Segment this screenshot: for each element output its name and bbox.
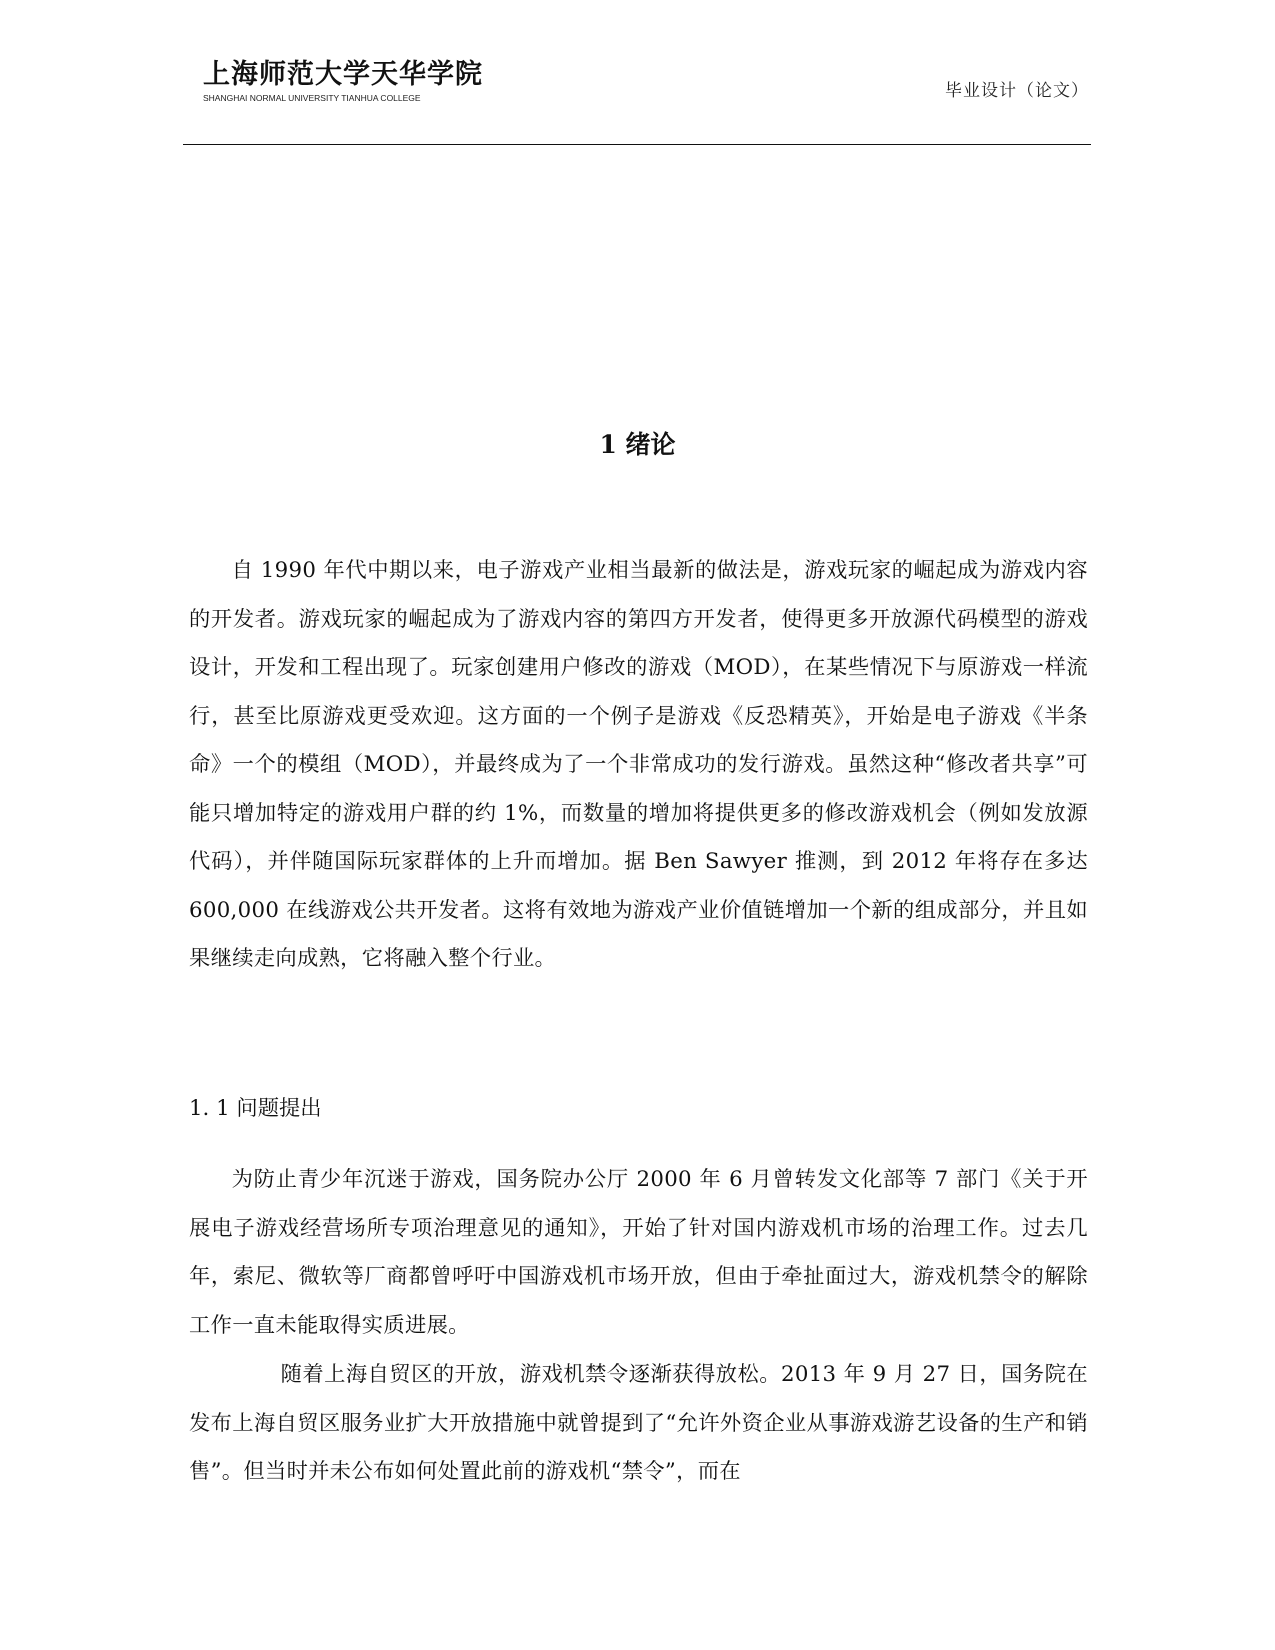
page-header <box>0 0 1275 145</box>
problem-paragraph <box>189 1156 1088 1350</box>
paragraph-text: 为防止青少年沉迷于游戏，国务院办公厅 2000 年 6 月曾转发文化部等 7 部门《关于开展电子游戏经营场所专项治理意见的通知》，开始了针对国内游戏机市场的治理工作。过去几年，索尼、微软等厂商都曾呼吁中国游戏机市场开放，但由于牵扯面过大，游戏机禁令的解除工作一直未能取得实质进展。 <box>189 1167 1088 1338</box>
logo-english-name: SHANGHAI NORMAL UNIVERSITY TIANHUA COLLEGE <box>203 93 421 103</box>
intro-paragraph <box>189 547 1088 984</box>
chapter-title: 1 绪论 <box>599 430 676 459</box>
paragraph-text: 随着上海自贸区的开放，游戏机禁令逐渐获得放松。2013 年 9 月 27 日，国务院在发布上海自贸区服务业扩大开放措施中就曾提到了“允许外资企业从事游戏游艺设备的生产和销售”。但当时并未公布如何处置此前的游戏机“禁令”，而在 <box>189 1362 1088 1484</box>
document-type-label: 毕业设计（论文） <box>945 81 1089 101</box>
section-heading: 1. 1 问题提出 <box>189 1096 322 1121</box>
header-divider <box>183 144 1091 145</box>
university-logo <box>203 59 483 104</box>
logo-chinese-name: 上海师范大学天华学院 <box>203 59 483 90</box>
paragraph-text: 自 1990 年代中期以来，电子游戏产业相当最新的做法是，游戏玩家的崛起成为游戏内容的开发者。游戏玩家的崛起成为了游戏内容的第四方开发者，使得更多开放源代码模型的游戏设计，开发和工程出现了。玩家创建用户修改的游戏（MOD），在某些情况下与原游戏一样流行，甚至比原游戏更受欢迎。这方面的一个例子是游戏《反恐精英》，开始是电子游戏《半条命》一个的模组（MOD），并最终成为了一个非常成功的发行游戏。虽然这种“修改者共享”可能只增加特定的游戏用户群的约 1%，而数量的增加将提供更多的修改游戏机会（例如发放源代码），并伴随国际玩家群体的上升而增加。据 Ben Sawyer 推测，到 2012 年将存在多达 600,000 在线游戏公共开发者。这将有效地为游戏产业价值链增加一个新的组成部分，并且如果继续走向成熟，它将融入整个行业。 <box>189 558 1088 971</box>
free-trade-paragraph <box>189 1351 1088 1497</box>
